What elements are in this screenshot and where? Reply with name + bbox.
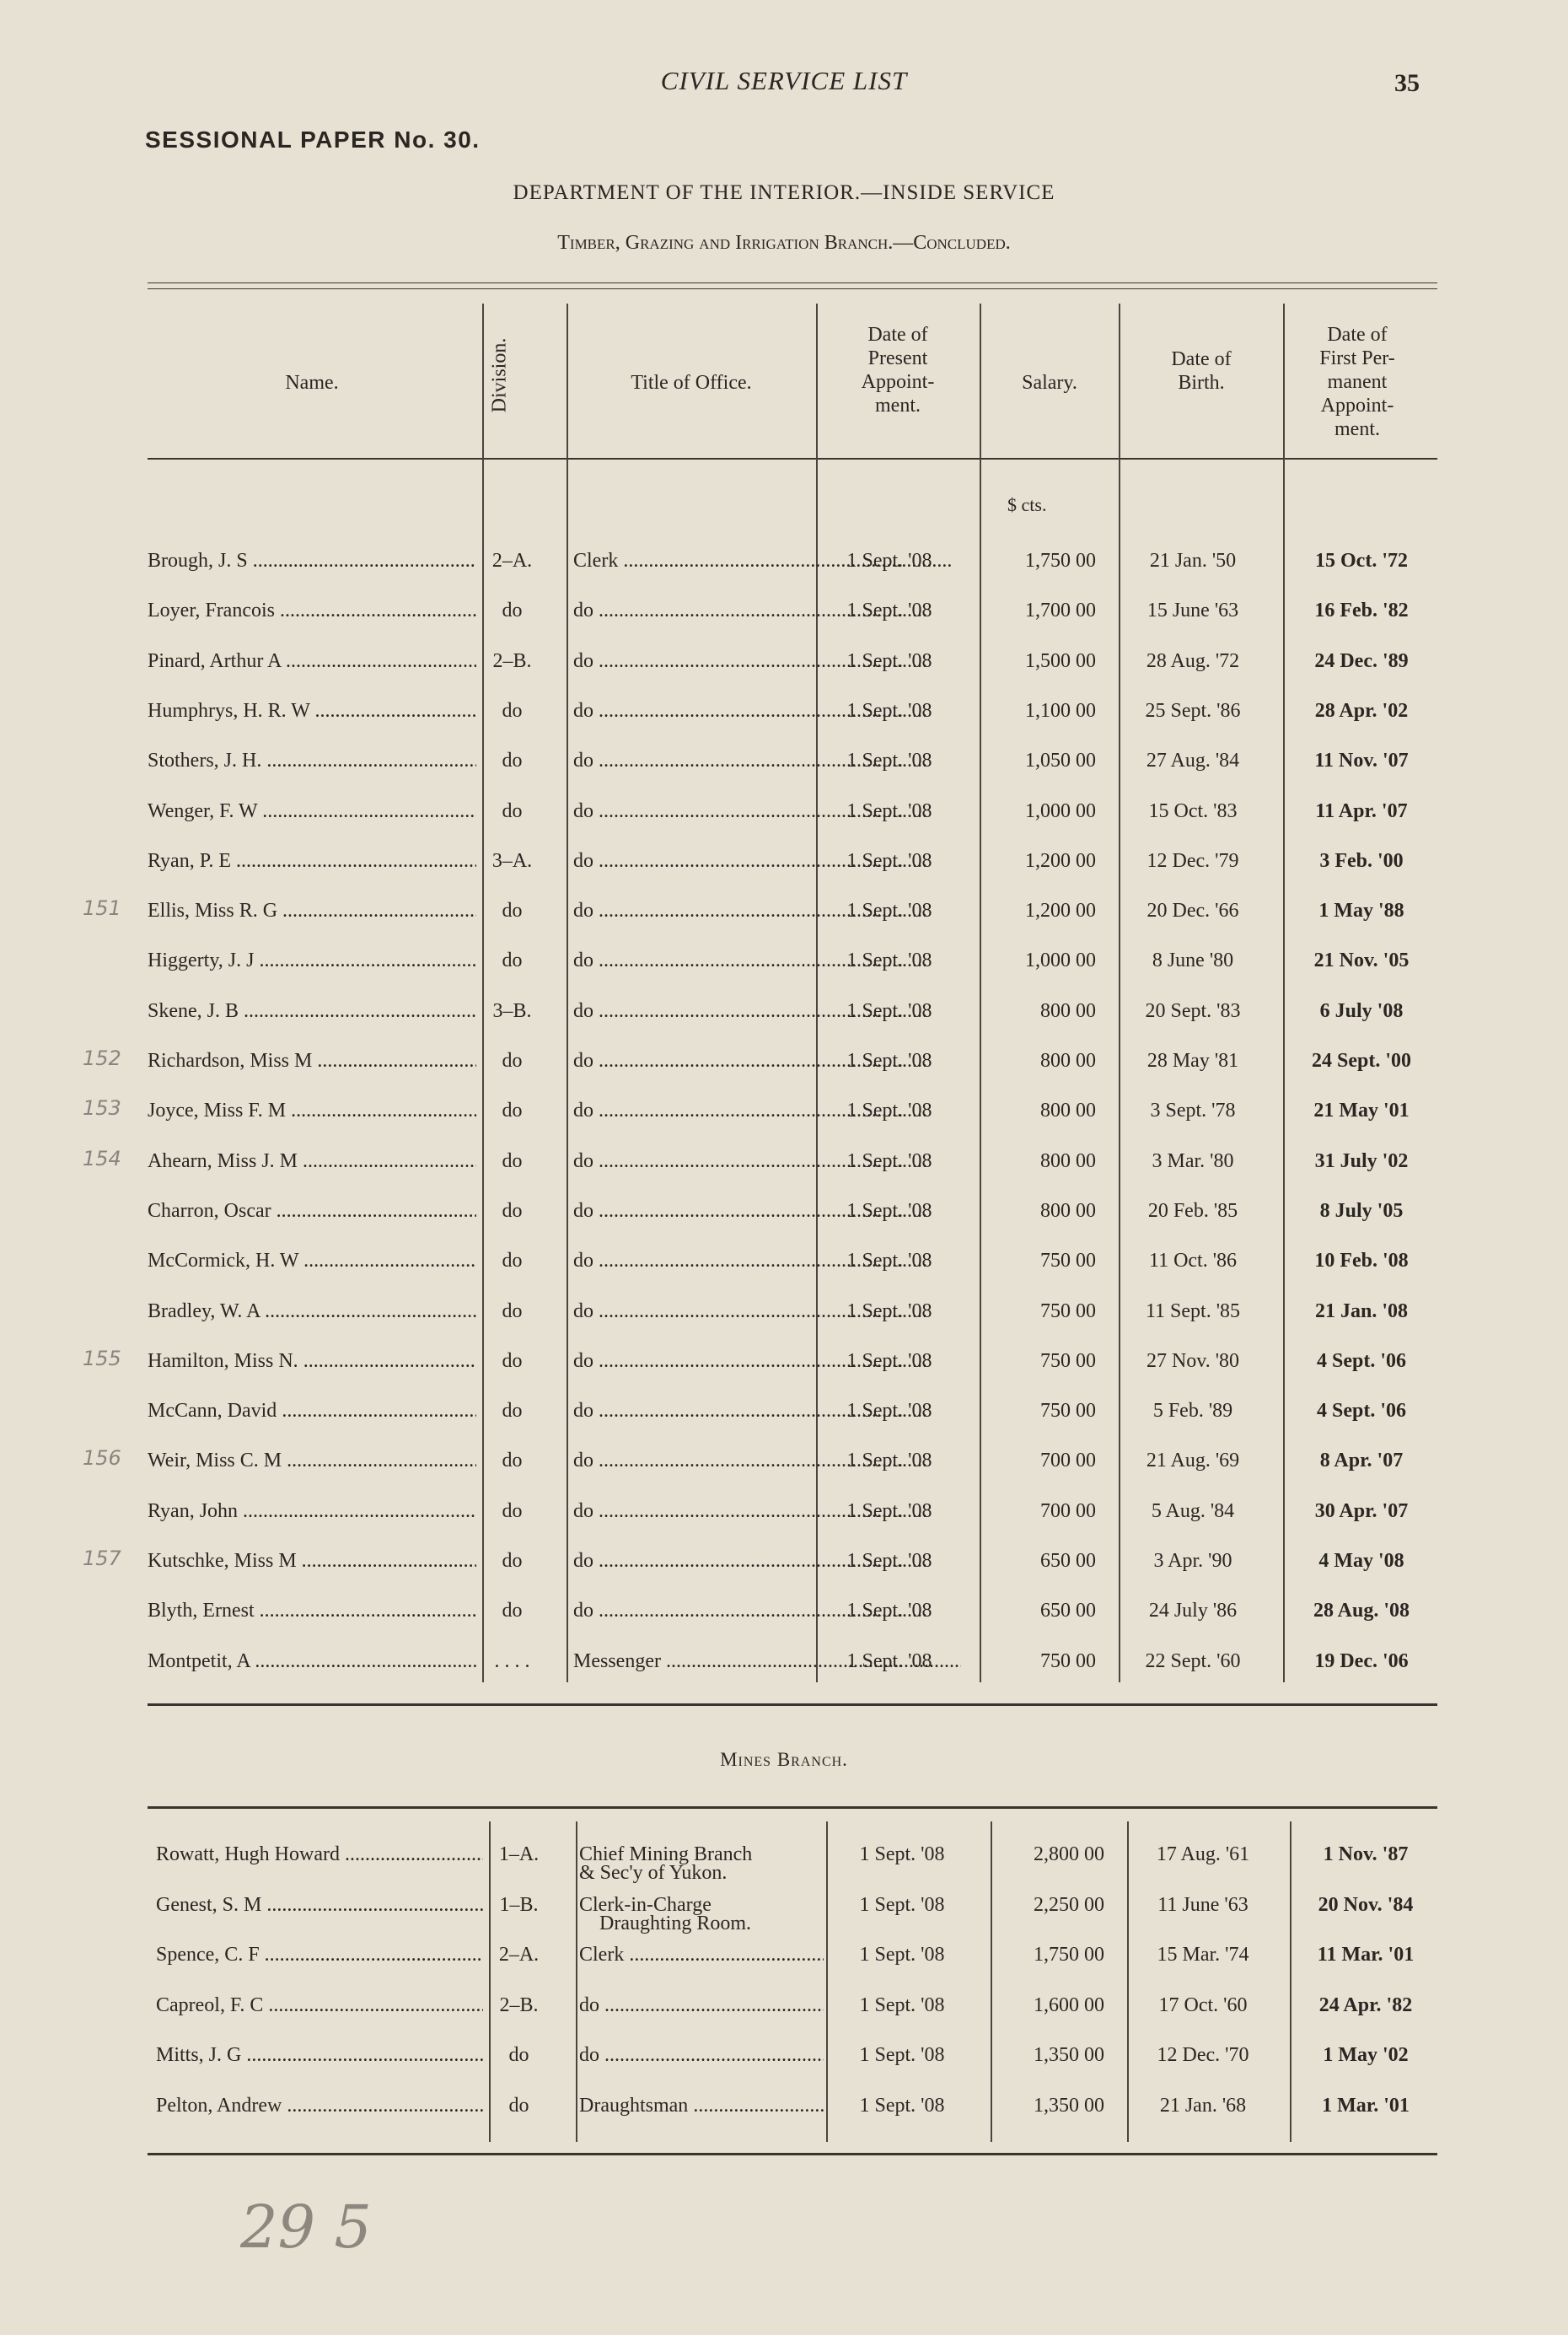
date-cell: 1 Sept. '08 bbox=[846, 1299, 932, 1322]
division-cell: 2–A. bbox=[498, 1944, 540, 1966]
birth-cell: 17 Aug. '61 bbox=[1156, 1843, 1250, 1865]
date-cell: 1 Sept. '08 bbox=[846, 849, 932, 872]
currency-label: $ cts. bbox=[1007, 494, 1047, 515]
salary-cell: 1,000 00 bbox=[1025, 799, 1096, 822]
title-cell: do ..... bbox=[573, 1550, 961, 1573]
salary-cell: 1,700 00 bbox=[1025, 600, 1096, 622]
salary-cell: 1,050 00 bbox=[1025, 750, 1096, 772]
division-cell: 2–B. bbox=[499, 1993, 539, 2016]
division-cell: 2–A. bbox=[491, 550, 533, 572]
division-cell: . . . . bbox=[494, 1649, 530, 1672]
division-cell: do bbox=[502, 900, 523, 923]
name-cell: Richardson, Miss M ..... bbox=[148, 1050, 476, 1073]
division-cell: do bbox=[502, 1600, 523, 1622]
col-header-salary: Salary. bbox=[1022, 372, 1077, 394]
birth-cell: 3 Mar. '80 bbox=[1152, 1149, 1234, 1172]
salary-cell: 750 00 bbox=[1040, 1649, 1096, 1672]
title-cell: do ..... bbox=[573, 1100, 961, 1122]
table-row bbox=[148, 1650, 1437, 1684]
birth-cell: 17 Oct. '60 bbox=[1158, 1993, 1248, 2016]
table-row bbox=[148, 1100, 1437, 1133]
date-cell: 1 Sept. '08 bbox=[846, 1149, 932, 1172]
name-cell: Hamilton, Miss N. ..... bbox=[148, 1350, 476, 1373]
birth-cell: 28 May '81 bbox=[1146, 1050, 1239, 1072]
birth-cell: 20 Feb. '85 bbox=[1147, 1199, 1238, 1222]
perm-cell: 20 Nov. '84 bbox=[1318, 1893, 1414, 1916]
perm-cell: 11 Apr. '07 bbox=[1315, 799, 1408, 822]
name-cell: Pelton, Andrew ..... bbox=[156, 2095, 483, 2117]
title-cell: Chief Mining Branch bbox=[579, 1843, 753, 1865]
division-cell: do bbox=[502, 1199, 523, 1222]
col-header-date-present: Date of Present Appoint- ment. bbox=[861, 324, 935, 417]
salary-cell: 1,100 00 bbox=[1025, 699, 1096, 722]
title-cell: do ..... bbox=[573, 650, 961, 673]
division-cell: do bbox=[502, 1499, 523, 1522]
salary-cell: 700 00 bbox=[1040, 1499, 1096, 1522]
handwritten-note: 29 5 bbox=[240, 2192, 372, 2262]
date-cell: 1 Sept. '08 bbox=[846, 699, 932, 722]
division-cell: do bbox=[502, 600, 523, 622]
date-cell: 1 Sept. '08 bbox=[859, 1993, 945, 2016]
birth-cell: 25 Sept. '86 bbox=[1145, 699, 1241, 722]
perm-cell: 6 July '08 bbox=[1319, 999, 1404, 1022]
date-cell: 1 Sept. '08 bbox=[846, 1199, 932, 1222]
header-bottom-rule bbox=[148, 458, 1437, 460]
title-cell: Clerk ..... bbox=[579, 1944, 824, 1966]
table-row bbox=[148, 1600, 1437, 1633]
perm-cell: 1 May '02 bbox=[1323, 2044, 1409, 2066]
date-cell: 1 Sept. '08 bbox=[859, 1944, 945, 1966]
perm-cell: 11 Nov. '07 bbox=[1314, 750, 1409, 772]
salary-cell: 750 00 bbox=[1040, 1349, 1096, 1372]
perm-cell: 28 Apr. '02 bbox=[1314, 699, 1409, 722]
title-cell: do ..... bbox=[573, 1050, 961, 1073]
birth-cell: 11 Oct. '86 bbox=[1148, 1250, 1238, 1272]
table-row bbox=[148, 1250, 1437, 1283]
title-cell: do ..... bbox=[573, 750, 961, 772]
salary-cell: 1,500 00 bbox=[1025, 649, 1096, 672]
division-cell: 2–B. bbox=[492, 649, 532, 672]
perm-cell: 15 Oct. '72 bbox=[1315, 550, 1408, 572]
name-cell: Humphrys, H. R. W ..... bbox=[148, 700, 476, 723]
perm-cell: 8 July '05 bbox=[1319, 1199, 1404, 1222]
perm-cell: 4 May '08 bbox=[1318, 1550, 1404, 1572]
name-cell: Spence, C. F ..... bbox=[156, 1944, 483, 1966]
perm-cell: 24 Dec. '89 bbox=[1314, 649, 1409, 672]
margin-annotation: 151 bbox=[83, 896, 121, 921]
title-cell: do ..... bbox=[573, 600, 961, 622]
margin-annotation: 157 bbox=[83, 1547, 121, 1570]
table-row bbox=[148, 850, 1437, 884]
perm-cell: 31 July '02 bbox=[1314, 1149, 1409, 1172]
birth-cell: 3 Apr. '90 bbox=[1153, 1550, 1232, 1572]
salary-cell: 1,750 00 bbox=[1025, 550, 1096, 572]
date-cell: 1 Sept. '08 bbox=[859, 1893, 945, 1916]
margin-annotation: 155 bbox=[83, 1346, 121, 1370]
title-cell: do ..... bbox=[573, 800, 961, 823]
col-header-title: Title of Office. bbox=[631, 372, 752, 394]
mines-bottom-rule bbox=[148, 2153, 1437, 2155]
table-row bbox=[148, 1300, 1437, 1334]
table-row bbox=[148, 1550, 1437, 1584]
date-cell: 1 Sept. '08 bbox=[859, 2044, 945, 2066]
title-cell: do ..... bbox=[579, 2044, 824, 2067]
col-header-perm: Date of First Per- manent Appoint- ment. bbox=[1319, 324, 1395, 440]
birth-cell: 27 Aug. '84 bbox=[1146, 750, 1240, 772]
col-header-birth: Date of Birth. bbox=[1171, 348, 1232, 394]
branch-heading: Timber, Grazing and Irrigation Branch.—Concluded. bbox=[557, 232, 1011, 254]
date-cell: 1 Sept. '08 bbox=[846, 900, 932, 923]
birth-cell: 8 June '80 bbox=[1152, 950, 1234, 972]
division-cell: do bbox=[502, 950, 523, 972]
name-cell: Ellis, Miss R. G ..... bbox=[148, 900, 476, 923]
salary-cell: 750 00 bbox=[1040, 1400, 1096, 1423]
title-continuation: & Sec'y of Yukon. bbox=[579, 1862, 728, 1884]
name-cell: Capreol, F. C ..... bbox=[156, 1994, 483, 2017]
salary-cell: 700 00 bbox=[1040, 1450, 1096, 1472]
table-row bbox=[148, 1500, 1437, 1534]
division-cell: 3–A. bbox=[491, 849, 533, 872]
division-cell: do bbox=[502, 1050, 523, 1072]
perm-cell: 21 Nov. '05 bbox=[1313, 950, 1410, 972]
birth-cell: 3 Sept. '78 bbox=[1150, 1100, 1236, 1122]
salary-cell: 800 00 bbox=[1040, 1050, 1096, 1072]
mines-top-rule bbox=[148, 1806, 1437, 1809]
salary-cell: 1,750 00 bbox=[1034, 1944, 1104, 1966]
table-row bbox=[148, 800, 1437, 834]
title-cell: do ..... bbox=[573, 1200, 961, 1223]
name-cell: Loyer, Francois ..... bbox=[148, 600, 476, 622]
title-cell: do ..... bbox=[573, 1000, 961, 1023]
date-cell: 1 Sept. '08 bbox=[846, 550, 932, 572]
division-cell: do bbox=[502, 1400, 523, 1423]
perm-cell: 24 Sept. '00 bbox=[1311, 1050, 1411, 1072]
title-cell: do ..... bbox=[573, 1250, 961, 1272]
title-cell: do ..... bbox=[573, 1500, 961, 1523]
mines-branch-heading: Mines Branch. bbox=[720, 1749, 848, 1770]
perm-cell: 1 May '88 bbox=[1318, 900, 1404, 923]
division-cell: do bbox=[502, 1149, 523, 1172]
table-row bbox=[148, 1450, 1437, 1483]
division-cell: do bbox=[502, 1450, 523, 1472]
table-row bbox=[148, 1893, 1437, 1934]
table-row bbox=[148, 950, 1437, 983]
division-cell: 3–B. bbox=[492, 999, 532, 1022]
title-continuation: Draughting Room. bbox=[599, 1912, 751, 1934]
date-cell: 1 Sept. '08 bbox=[846, 1600, 932, 1622]
salary-cell: 800 00 bbox=[1040, 1149, 1096, 1172]
name-cell: Higgerty, J. J ..... bbox=[148, 950, 476, 972]
name-cell: Skene, J. B ..... bbox=[148, 1000, 476, 1023]
title-cell: do ..... bbox=[573, 1350, 961, 1373]
salary-cell: 1,600 00 bbox=[1034, 1993, 1104, 2016]
date-cell: 1 Sept. '08 bbox=[846, 799, 932, 822]
sessional-paper: SESSIONAL PAPER No. 30. bbox=[145, 126, 481, 153]
top-rule-1 bbox=[148, 282, 1437, 283]
date-cell: 1 Sept. '08 bbox=[846, 1100, 932, 1122]
title-cell: do ..... bbox=[573, 950, 961, 972]
division-cell: do bbox=[502, 750, 523, 772]
table-row bbox=[148, 2095, 1437, 2128]
table-row bbox=[148, 550, 1437, 584]
perm-cell: 8 Apr. '07 bbox=[1319, 1450, 1404, 1472]
salary-cell: 750 00 bbox=[1040, 1299, 1096, 1322]
title-cell: Clerk ..... bbox=[573, 550, 961, 573]
title-cell: do ..... bbox=[573, 700, 961, 723]
salary-cell: 800 00 bbox=[1040, 999, 1096, 1022]
birth-cell: 11 Sept. '85 bbox=[1145, 1299, 1241, 1322]
birth-cell: 20 Sept. '83 bbox=[1145, 999, 1241, 1022]
date-cell: 1 Sept. '08 bbox=[846, 1450, 932, 1472]
running-title: CIVIL SERVICE LIST bbox=[660, 66, 908, 95]
perm-cell: 1 Mar. '01 bbox=[1322, 2094, 1410, 2117]
date-cell: 1 Sept. '08 bbox=[846, 1349, 932, 1372]
title-cell: do ..... bbox=[573, 1600, 961, 1622]
perm-cell: 16 Feb. '82 bbox=[1314, 600, 1409, 622]
birth-cell: 15 Oct. '83 bbox=[1148, 799, 1238, 822]
title-cell: do ..... bbox=[573, 1400, 961, 1423]
table-row bbox=[148, 1944, 1437, 1977]
table-row bbox=[148, 1350, 1437, 1384]
name-cell: Kutschke, Miss M ..... bbox=[148, 1550, 476, 1573]
title-cell: do ..... bbox=[573, 900, 961, 923]
birth-cell: 21 Aug. '69 bbox=[1146, 1450, 1240, 1472]
salary-cell: 1,350 00 bbox=[1034, 2094, 1104, 2117]
date-cell: 1 Sept. '08 bbox=[846, 1550, 932, 1572]
date-cell: 1 Sept. '08 bbox=[859, 2094, 945, 2117]
title-cell: Clerk-in-Charge bbox=[579, 1893, 712, 1916]
perm-cell: 30 Apr. '07 bbox=[1314, 1499, 1409, 1522]
perm-cell: 10 Feb. '08 bbox=[1314, 1250, 1409, 1272]
perm-cell: 21 May '01 bbox=[1313, 1100, 1410, 1122]
salary-cell: 2,250 00 bbox=[1034, 1893, 1104, 1916]
name-cell: Joyce, Miss F. M ..... bbox=[148, 1100, 476, 1122]
birth-cell: 5 Aug. '84 bbox=[1151, 1499, 1235, 1522]
birth-cell: 21 Jan. '50 bbox=[1149, 550, 1237, 572]
name-cell: Bradley, W. A ..... bbox=[148, 1300, 476, 1323]
date-cell: 1 Sept. '08 bbox=[846, 1499, 932, 1522]
birth-cell: 15 Mar. '74 bbox=[1157, 1944, 1249, 1966]
birth-cell: 12 Dec. '70 bbox=[1157, 2044, 1249, 2066]
salary-cell: 750 00 bbox=[1040, 1250, 1096, 1272]
date-cell: 1 Sept. '08 bbox=[846, 1050, 932, 1072]
name-cell: Ryan, P. E ..... bbox=[148, 850, 476, 873]
perm-cell: 19 Dec. '06 bbox=[1314, 1649, 1409, 1672]
title-cell: do ..... bbox=[579, 1994, 824, 2017]
salary-cell: 650 00 bbox=[1040, 1600, 1096, 1622]
birth-cell: 22 Sept. '60 bbox=[1145, 1649, 1241, 1672]
name-cell: Pinard, Arthur A ..... bbox=[148, 650, 476, 673]
top-rule-2 bbox=[148, 288, 1437, 289]
date-cell: 1 Sept. '08 bbox=[846, 1649, 932, 1672]
salary-cell: 800 00 bbox=[1040, 1100, 1096, 1122]
name-cell: Brough, J. S ..... bbox=[148, 550, 476, 573]
birth-cell: 12 Dec. '79 bbox=[1146, 849, 1239, 872]
table-row bbox=[148, 750, 1437, 783]
table-row bbox=[148, 1200, 1437, 1234]
page-number: 35 bbox=[1394, 69, 1420, 97]
birth-cell: 27 Nov. '80 bbox=[1146, 1349, 1240, 1372]
date-cell: 1 Sept. '08 bbox=[846, 999, 932, 1022]
department-heading: DEPARTMENT OF THE INTERIOR.—INSIDE SERVICE bbox=[513, 181, 1055, 204]
date-cell: 1 Sept. '08 bbox=[859, 1843, 945, 1865]
perm-cell: 11 Mar. '01 bbox=[1317, 1944, 1415, 1966]
division-cell: 1–A. bbox=[498, 1843, 540, 1865]
date-cell: 1 Sept. '08 bbox=[846, 750, 932, 772]
division-cell: do bbox=[502, 1550, 523, 1572]
margin-annotation: 154 bbox=[83, 1146, 121, 1170]
perm-cell: 21 Jan. '08 bbox=[1314, 1299, 1408, 1322]
name-cell: Ryan, John ..... bbox=[148, 1500, 476, 1523]
perm-cell: 3 Feb. '00 bbox=[1319, 849, 1404, 872]
name-cell: Wenger, F. W ..... bbox=[148, 800, 476, 823]
perm-cell: 4 Sept. '06 bbox=[1316, 1349, 1406, 1372]
division-cell: do bbox=[508, 2094, 529, 2117]
perm-cell: 4 Sept. '06 bbox=[1316, 1400, 1406, 1423]
table-row bbox=[148, 1050, 1437, 1084]
title-cell: Draughtsman ..... bbox=[579, 2095, 824, 2117]
name-cell: McCormick, H. W ..... bbox=[148, 1250, 476, 1272]
name-cell: Ahearn, Miss J. M ..... bbox=[148, 1150, 476, 1173]
birth-cell: 5 Feb. '89 bbox=[1152, 1400, 1233, 1423]
name-cell: Rowatt, Hugh Howard ..... bbox=[156, 1843, 483, 1866]
division-cell: do bbox=[502, 1299, 523, 1322]
division-cell: do bbox=[502, 1349, 523, 1372]
name-cell: Weir, Miss C. M ..... bbox=[148, 1450, 476, 1472]
margin-annotation: 156 bbox=[83, 1446, 121, 1471]
date-cell: 1 Sept. '08 bbox=[846, 950, 932, 972]
table-row bbox=[148, 1994, 1437, 2028]
table-row bbox=[148, 700, 1437, 734]
timber-bottom-rule bbox=[148, 1703, 1437, 1706]
table-row bbox=[148, 1000, 1437, 1034]
division-cell: do bbox=[502, 1100, 523, 1122]
birth-cell: 21 Jan. '68 bbox=[1159, 2094, 1247, 2117]
name-cell: Stothers, J. H. ..... bbox=[148, 750, 476, 772]
table-row bbox=[148, 900, 1437, 933]
birth-cell: 20 Dec. '66 bbox=[1146, 900, 1239, 923]
title-cell: do ..... bbox=[573, 1150, 961, 1173]
division-cell: do bbox=[502, 1250, 523, 1272]
birth-cell: 24 July '86 bbox=[1148, 1600, 1238, 1622]
title-cell: do ..... bbox=[573, 850, 961, 873]
name-cell: Charron, Oscar ..... bbox=[148, 1200, 476, 1223]
division-cell: 1–B. bbox=[499, 1893, 539, 1916]
table-row bbox=[148, 1150, 1437, 1184]
salary-cell: 1,200 00 bbox=[1025, 849, 1096, 872]
date-cell: 1 Sept. '08 bbox=[846, 1250, 932, 1272]
name-cell: Montpetit, A ..... bbox=[148, 1650, 476, 1673]
salary-cell: 1,200 00 bbox=[1025, 900, 1096, 923]
name-cell: Mitts, J. G ..... bbox=[156, 2044, 483, 2067]
name-cell: McCann, David ..... bbox=[148, 1400, 476, 1423]
name-cell: Blyth, Ernest ..... bbox=[148, 1600, 476, 1622]
date-cell: 1 Sept. '08 bbox=[846, 649, 932, 672]
salary-cell: 650 00 bbox=[1040, 1550, 1096, 1572]
perm-cell: 24 Apr. '82 bbox=[1318, 1993, 1413, 2016]
table-row bbox=[148, 600, 1437, 633]
salary-cell: 800 00 bbox=[1040, 1199, 1096, 1222]
perm-cell: 1 Nov. '87 bbox=[1323, 1843, 1409, 1865]
birth-cell: 11 June '63 bbox=[1157, 1893, 1248, 1916]
table-row bbox=[148, 2044, 1437, 2078]
salary-cell: 1,000 00 bbox=[1025, 950, 1096, 972]
date-cell: 1 Sept. '08 bbox=[846, 1400, 932, 1423]
name-cell: Genest, S. M ..... bbox=[156, 1894, 483, 1917]
table-row bbox=[148, 1843, 1437, 1884]
title-cell: do ..... bbox=[573, 1450, 961, 1472]
birth-cell: 15 June '63 bbox=[1146, 600, 1239, 622]
table-row bbox=[148, 1400, 1437, 1434]
date-cell: 1 Sept. '08 bbox=[846, 600, 932, 622]
col-header-name: Name. bbox=[285, 372, 339, 394]
title-cell: do ..... bbox=[573, 1300, 961, 1323]
division-cell: do bbox=[502, 699, 523, 722]
margin-annotation: 153 bbox=[83, 1096, 121, 1121]
col-header-division: Division. bbox=[488, 337, 511, 413]
division-cell: do bbox=[502, 799, 523, 822]
salary-cell: 2,800 00 bbox=[1034, 1843, 1104, 1865]
title-cell: Messenger ..... bbox=[573, 1650, 961, 1673]
salary-cell: 1,350 00 bbox=[1034, 2044, 1104, 2066]
table-row bbox=[148, 650, 1437, 684]
perm-cell: 28 Aug. '08 bbox=[1313, 1600, 1410, 1622]
margin-annotation: 152 bbox=[83, 1046, 121, 1070]
division-cell: do bbox=[508, 2044, 529, 2066]
birth-cell: 28 Aug. '72 bbox=[1146, 649, 1240, 672]
